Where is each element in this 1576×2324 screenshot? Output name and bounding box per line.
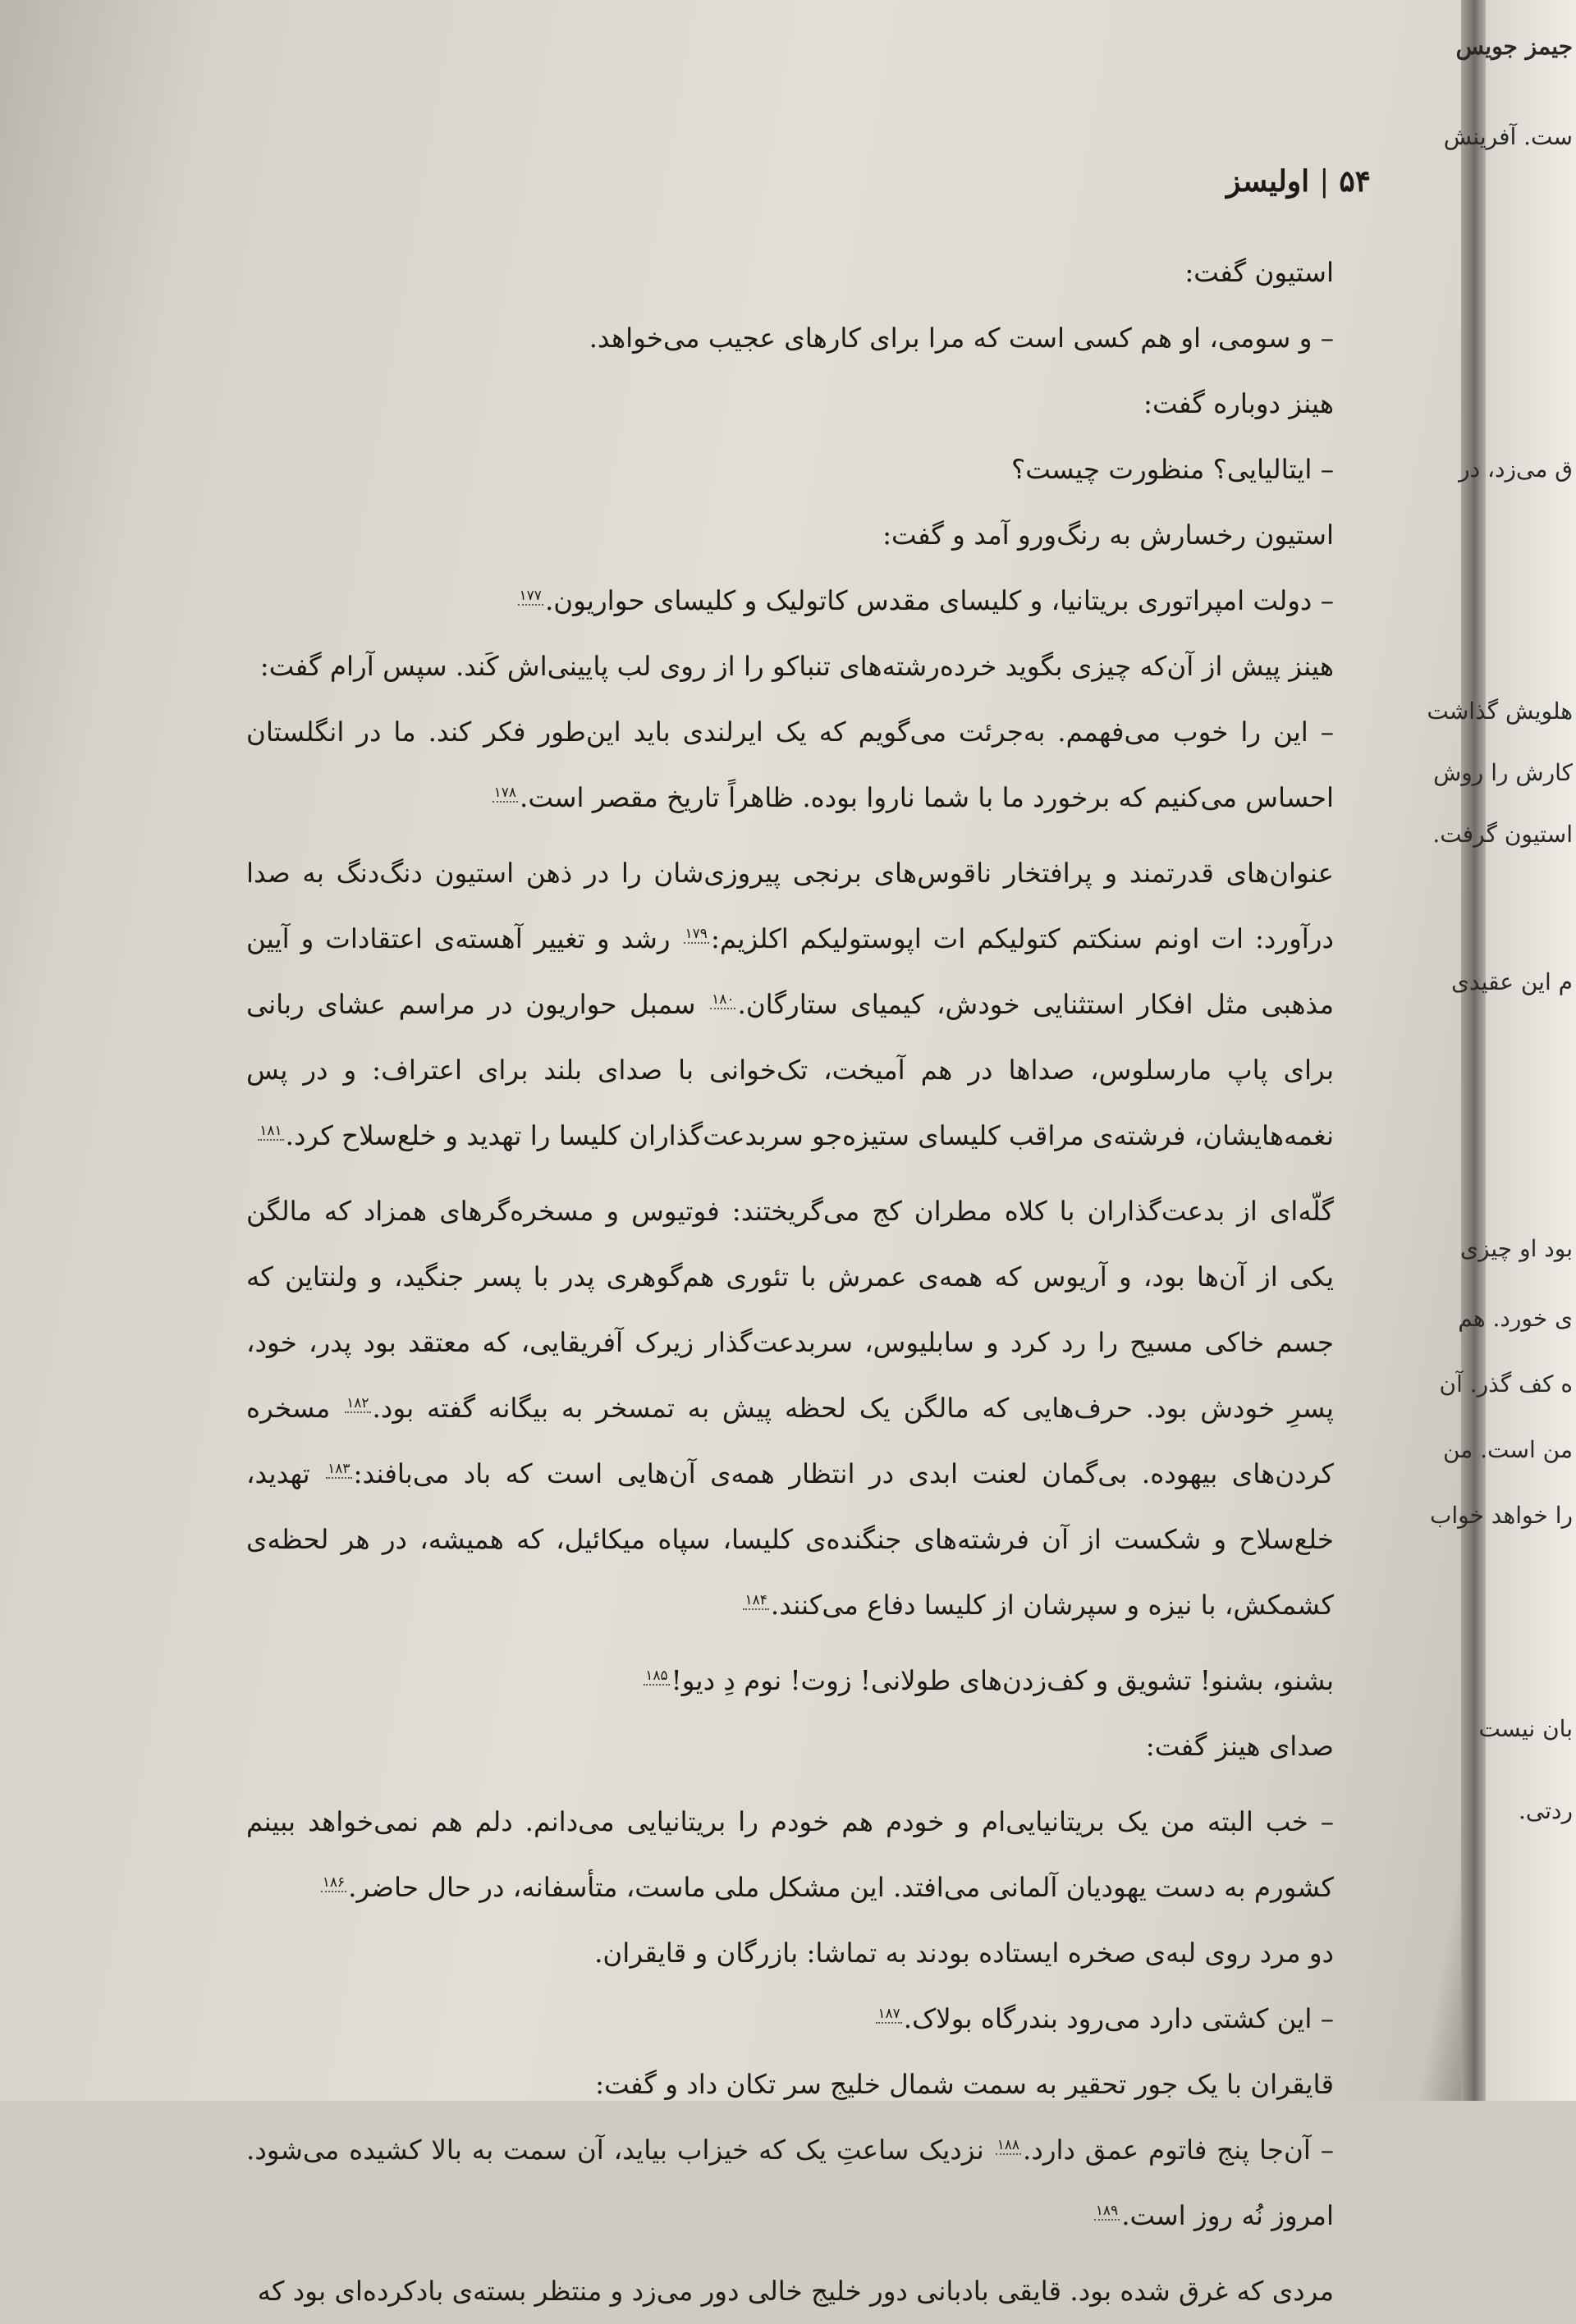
paragraph: استیون رخسارش به رنگ‌ورو آمد و گفت:: [882, 519, 1334, 551]
footnote-marker: ۱۸۱: [259, 1123, 282, 1140]
footnote-marker: ۱۸۹: [1095, 2203, 1119, 2220]
book-title: اولیسز: [1226, 164, 1310, 199]
paragraph: هینز پیش از آن‌که چیزی بگوید خرده‌رشته‌های تنباکو را از روی لب پایینی‌اش کَند. سپس آرام گفت:: [259, 651, 1334, 682]
paragraph: مردی که غرق شده بود. قایقی بادبانی دور خلیج خالی دور می‌زد و منتظر بسته‌ی بادکرده‌ای بود که: [257, 2276, 1334, 2307]
paragraph: – این را خوب می‌فهمم. به‌جرئت می‌گویم که یک ایرلندی باید این‌طور فکر کند. ما در انگلستان احساس می‌کنیم که برخورد ما با شما ناروا بوده. ظاهراً تاریخ مقصر است.$^{۱۷۸}$: [246, 716, 1334, 813]
footnote-marker: ۱۸۳: [328, 1461, 350, 1478]
paragraph: دو مرد روی لبه‌ی صخره ایستاده بودند به تماشا: بازرگان و قایقران.: [594, 1937, 1334, 1969]
adjacent-page-text: ه کف گذر. آن: [1439, 1370, 1573, 1398]
adjacent-page: [1427, 0, 1576, 2101]
adjacent-page-text: را خواهد خواب: [1429, 1502, 1573, 1529]
adjacent-page-text: استیون گرفت.: [1432, 821, 1573, 848]
running-header: [1207, 164, 1371, 199]
paragraph: – و سومی، او هم کسی است که مرا برای کارهای عجیب می‌خواهد.: [589, 323, 1334, 354]
paragraph: قایقران با یک جور تحقیر به سمت شمال خلیج سر تکان داد و گفت:: [595, 2069, 1334, 2100]
adjacent-page-text: جیمز جویس: [1455, 33, 1573, 60]
paragraph: – خب البته من یک بریتانیایی‌ام و خودم هم خودم را بریتانیایی می‌دانم. دلم هم نمی‌خواهد ببینم کشورم به دست یهودیان آلمانی می‌افتد. این مشکل ملی ماست، متأسفانه، در حال حاضر.$^{۱۸۶}$: [246, 1806, 1334, 1903]
paragraph: گلّه‌ای از بدعت‌گذاران با کلاه مطران کج می‌گریختند: فوتیوس و مسخره‌گرهای همزاد که مالگن یکی از آن‌ها بود، و آریوس که همه‌ی عمرش با تئوری هم‌گوهری پدر با پسر جنگید، و ولنتاین که جسم خاکی مسیح را رد کرد و سابلیوس، سربدعت‌گذار زیرک آفریقایی، که معتقد بود پدر، خود، پسرِ خودش بود. حرف‌هایی که مالگن یک لحظه پیش به تمسخر به بیگانه گفته بود.$^{۱۸۲}$ مسخره کردن‌های بیهوده. بی‌گمان لعنت ابدی در انتظار همه‌ی آن‌هایی است که باد می‌بافند:$^{۱۸۳}$ تهدید، خلع‌سلاح و شکست از آن فرشته‌های جنگنده‌ی کلیسا، سپاه میکائیل، که همیشه، در هر لحظه‌ی کشمکش، با نیزه و سپرشان از کلیسا دفاع می‌کنند.$^{۱۸۴}$: [246, 1196, 1334, 1621]
adjacent-page-text: بان نیست: [1478, 1715, 1573, 1742]
adjacent-page-text: م این عقیدی: [1451, 968, 1573, 995]
footnote-marker: ۱۸۵: [645, 1668, 668, 1685]
adjacent-page-text: کارش را روش: [1433, 759, 1573, 786]
footnote-marker: ۱۸۸: [996, 2137, 1020, 2154]
adjacent-page-text: من است. من: [1442, 1436, 1573, 1463]
adjacent-page-text: ق می‌زد، در: [1459, 455, 1573, 483]
paragraph: – دولت امپراتوری بریتانیا، و کلیسای مقدس کاتولیک و کلیسای حواریون.$^{۱۷۷}$: [519, 585, 1334, 616]
adjacent-page-text: هلویش گذاشت: [1427, 698, 1573, 725]
page-number: ۵۴: [1339, 164, 1371, 199]
footnote-marker: ۱۸۷: [877, 2006, 900, 2023]
paragraph: – این کشتی دارد می‌رود بندرگاه بولاک.$^{۱۸۷}$: [877, 2003, 1334, 2034]
header-separator: |: [1319, 165, 1330, 199]
paragraph: بشنو، بشنو! تشویق و کف‌زدن‌های طولانی! زوت! نوم دِ دیو!$^{۱۸۵}$: [645, 1665, 1334, 1696]
footnote-marker: ۱۸۴: [744, 1592, 767, 1609]
page-body-text: [246, 240, 1334, 2324]
paragraph: هینز دوباره گفت:: [1143, 388, 1334, 419]
footnote-marker: ۱۷۹: [685, 926, 708, 943]
paragraph: – ایتالیایی؟ منظورت چیست؟: [1010, 454, 1334, 485]
paragraph: عنوان‌های قدرتمند و پرافتخار ناقوس‌های برنجی پیروزی‌شان را در ذهن استیون دنگ‌دنگ به صدا درآورد: ات اونم سنکتم کتولیکم ات اپوستولیکم اکلزیم:$^{۱۷۹}$ رشد و تغییر آهسته‌ی اعتقادات و آیین مذهبی مثل افکار استثنایی خودش، کیمیای ستارگان.$^{۱۸۰}$ سمبل حواریون در مراسم عشای ربانی برای پاپ مارسلوس، صداها در هم آمیخت، تک‌خوانی با صدای بلند برای اعتراف: و در پس نغمه‌هایشان، فرشته‌ی مراقب کلیسای ستیزه‌جو سربدعت‌گذاران کلیسا را تهدید و خلع‌سلاح کرد.$^{۱۸۱}$: [246, 858, 1334, 1151]
paragraph: استیون گفت:: [1184, 257, 1334, 288]
footnote-marker: ۱۷۷: [519, 588, 542, 605]
book-spine-gutter: [1461, 0, 1486, 2101]
footnote-marker: ۱۷۸: [493, 785, 516, 802]
footnote-marker: ۱۸۲: [346, 1395, 369, 1412]
adjacent-page-text: بود او چیزی: [1460, 1235, 1573, 1262]
adjacent-page-text: ردتی.: [1518, 1797, 1573, 1824]
footnote-marker: ۱۸۰: [712, 991, 735, 1009]
adjacent-page-text: ی خورد. هم: [1458, 1305, 1573, 1332]
paragraph: – آن‌جا پنج فاتوم عمق دارد.$^{۱۸۸}$ نزدیک ساعتِ یک که خیزاب بیاید، آن سمت به بالا کشیده می‌شود. امروز نُه روز است.$^{۱۸۹}$: [246, 2134, 1334, 2231]
paragraph: صدای هینز گفت:: [1145, 1731, 1334, 1762]
footnote-marker: ۱۸۶: [322, 1874, 346, 1892]
adjacent-page-text: ست. آفرینش: [1443, 123, 1573, 150]
